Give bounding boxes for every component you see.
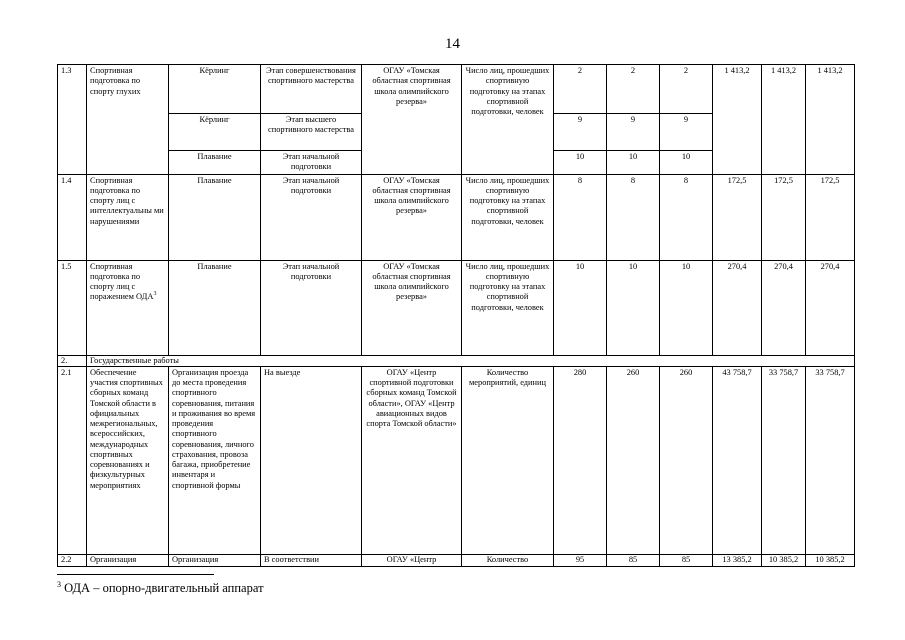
table-row-2-1	[58, 366, 855, 554]
sport-cell: Плавание	[169, 174, 261, 260]
footnote-number: 3	[57, 579, 61, 589]
table-row-2-2	[58, 554, 855, 566]
value-cell: 95	[554, 554, 607, 566]
condition-cell: На выезде	[261, 366, 362, 554]
organization-cell: ОГАУ «Центр спортивной подготовки сборных команд Томской области», ОГАУ «Центр авиационных видов спорта Томской области»	[362, 366, 462, 554]
value-cell: 10	[607, 260, 660, 355]
section-header-row	[58, 355, 855, 366]
value-cell: 10	[660, 260, 713, 355]
cost-cell: 270,4	[713, 260, 762, 355]
value-cell: 9	[660, 114, 713, 151]
cost-cell: 1 413,2	[713, 65, 762, 175]
organization-cell: ОГАУ «Томская областная спортивная школа олимпийского резерва»	[362, 174, 462, 260]
indicator-cell: Число лиц, прошедших спортивную подготовку на этапах спортивной подготовки, человек	[462, 65, 554, 175]
row-number: 1.3	[58, 65, 87, 175]
stage-cell: Этап высшего спортивного мастерства	[261, 114, 362, 151]
section-number: 2.	[58, 355, 87, 366]
cost-cell: 1 413,2	[806, 65, 855, 175]
service-name: Организация	[87, 554, 169, 566]
table-row-1-5	[58, 260, 855, 355]
cost-cell: 270,4	[806, 260, 855, 355]
section-title: Государственные работы	[87, 355, 855, 366]
value-cell: 10	[607, 151, 660, 175]
indicator-cell: Число лиц, прошедших спортивную подготовку на этапах спортивной подготовки, человек	[462, 260, 554, 355]
stage-cell: Этап начальной подготовки	[261, 151, 362, 175]
cost-cell: 10 385,2	[762, 554, 806, 566]
table-row-1-3	[58, 65, 855, 114]
indicator-cell: Число лиц, прошедших спортивную подготовку на этапах спортивной подготовки, человек	[462, 174, 554, 260]
cost-cell: 43 758,7	[713, 366, 762, 554]
value-cell: 8	[554, 174, 607, 260]
footnote-divider	[57, 574, 214, 575]
sport-cell: Плавание	[169, 151, 261, 175]
sport-cell: Плавание	[169, 260, 261, 355]
condition-cell: В соответствии	[261, 554, 362, 566]
value-cell: 10	[554, 260, 607, 355]
indicator-cell: Количество	[462, 554, 554, 566]
cost-cell: 1 413,2	[762, 65, 806, 175]
content-cell: Организация	[169, 554, 261, 566]
row-number: 1.4	[58, 174, 87, 260]
sport-cell: Кёрлинг	[169, 114, 261, 151]
cost-cell: 270,4	[762, 260, 806, 355]
table-row-1-4	[58, 174, 855, 260]
cost-cell: 172,5	[806, 174, 855, 260]
row-number: 2.1	[58, 366, 87, 554]
organization-cell: ОГАУ «Томская областная спортивная школа олимпийского резерва»	[362, 65, 462, 175]
value-cell: 85	[607, 554, 660, 566]
page-number: 14	[445, 36, 460, 52]
stage-cell: Этап начальной подготовки	[261, 260, 362, 355]
cost-cell: 172,5	[713, 174, 762, 260]
value-cell: 10	[660, 151, 713, 175]
indicator-cell: Количество мероприятий, единиц	[462, 366, 554, 554]
stage-cell: Этап совершенствования спортивного мастерства	[261, 65, 362, 114]
value-cell: 8	[660, 174, 713, 260]
value-cell: 260	[607, 366, 660, 554]
stage-cell: Этап начальной подготовки	[261, 174, 362, 260]
row-number: 2.2	[58, 554, 87, 566]
value-cell: 85	[660, 554, 713, 566]
value-cell: 9	[554, 114, 607, 151]
service-name	[87, 260, 169, 355]
services-table	[57, 64, 855, 567]
footnote-text: ОДА – опорно-двигательный аппарат	[61, 581, 264, 595]
value-cell: 9	[607, 114, 660, 151]
sport-cell: Кёрлинг	[169, 65, 261, 114]
cost-cell: 13 385,2	[713, 554, 762, 566]
value-cell: 2	[660, 65, 713, 114]
organization-cell: ОГАУ «Центр	[362, 554, 462, 566]
value-cell: 10	[554, 151, 607, 175]
value-cell: 2	[607, 65, 660, 114]
service-name-text: Спортивная подготовка по спорту лиц с поражением ОДА	[90, 261, 154, 302]
service-name: Спортивная подготовка по спорту глухих	[87, 65, 169, 175]
service-name: Обеспечение участия спортивных сборных команд Томской области в официальных межрегиональных, всероссийских, международных спортивных соревнованиях и физкультурных мероприятиях	[87, 366, 169, 554]
content-cell: Организация проезда до места проведения спортивного соревнования, питания и проживания во время проведения спортивного соревнования, личного страхования, провоза багажа, приобретение инвентаря и спортивной формы	[169, 366, 261, 554]
cost-cell: 10 385,2	[806, 554, 855, 566]
value-cell: 260	[660, 366, 713, 554]
value-cell: 280	[554, 366, 607, 554]
row-number: 1.5	[58, 260, 87, 355]
value-cell: 8	[607, 174, 660, 260]
cost-cell: 172,5	[762, 174, 806, 260]
cost-cell: 33 758,7	[806, 366, 855, 554]
cost-cell: 33 758,7	[762, 366, 806, 554]
value-cell: 2	[554, 65, 607, 114]
service-name: Спортивная подготовка по спорту лиц с интеллектуальны ми нарушениями	[87, 174, 169, 260]
footnote-marker: 3	[153, 291, 157, 298]
organization-cell: ОГАУ «Томская областная спортивная школа олимпийского резерва»	[362, 260, 462, 355]
footnote	[57, 581, 264, 596]
